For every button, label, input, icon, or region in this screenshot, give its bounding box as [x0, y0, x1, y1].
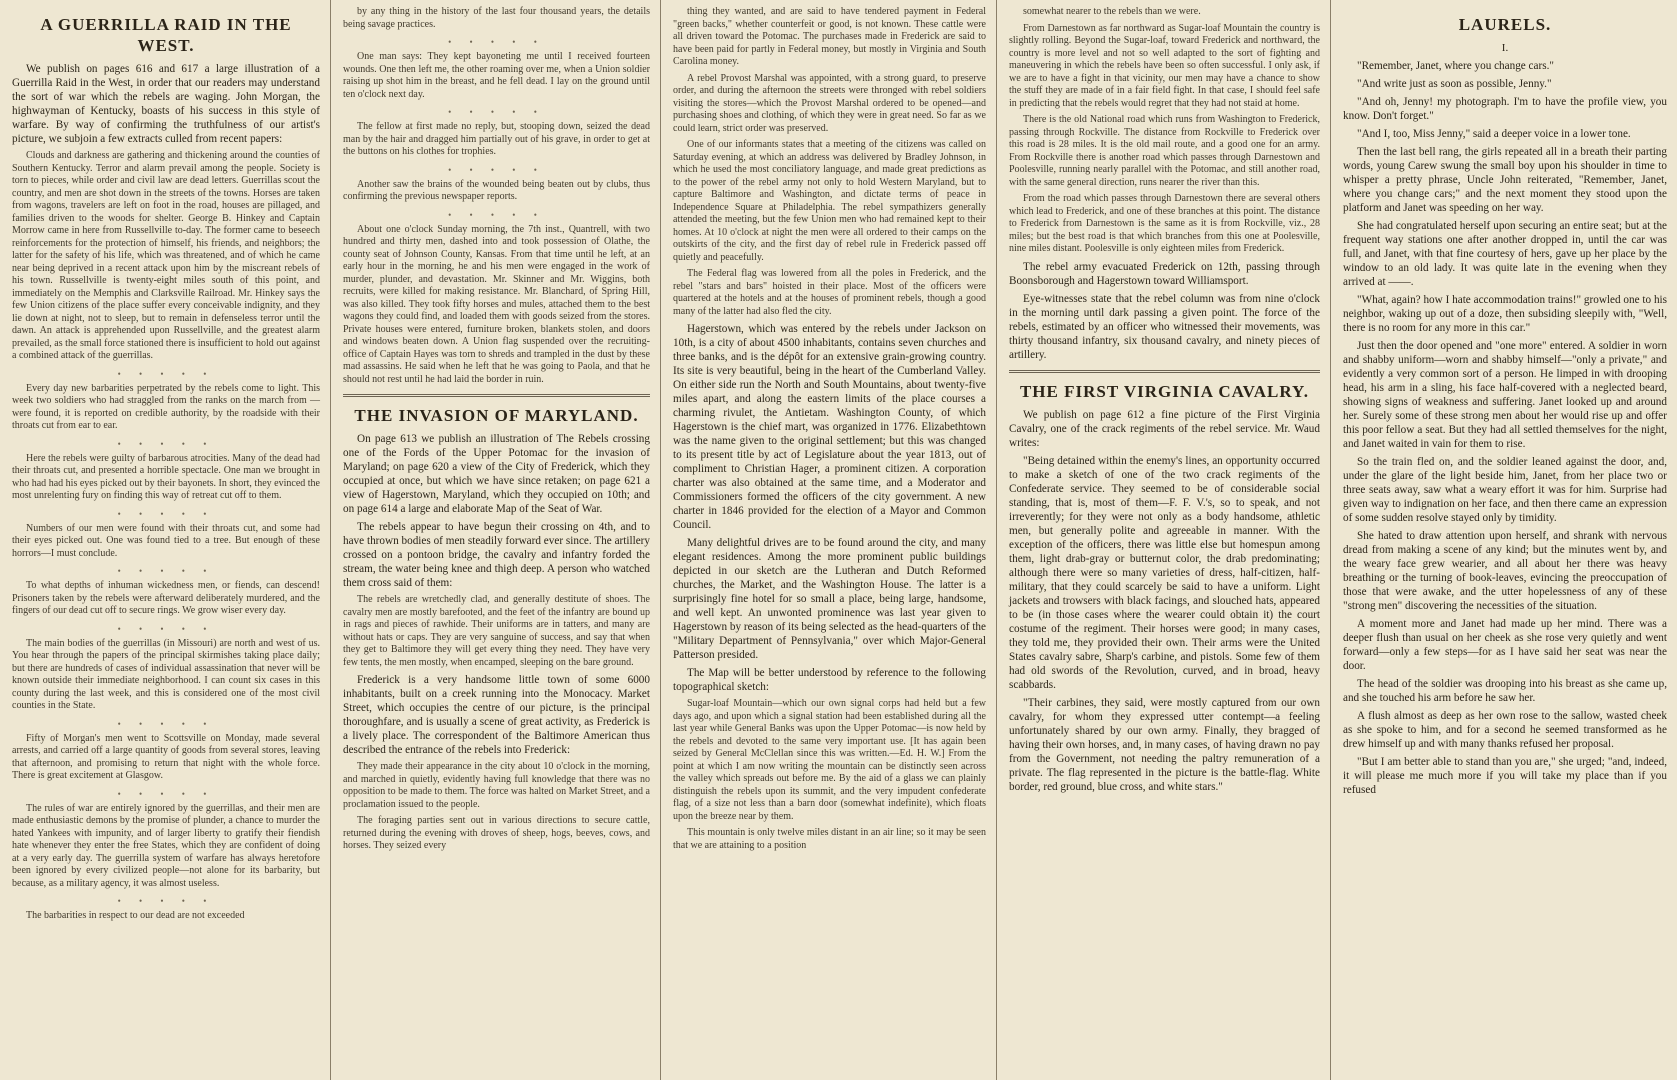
quoted-extract: This mountain is only twelve miles distant in an air line; so it may be seen that we are attaining to a position	[673, 827, 986, 851]
quoted-extract: Every day new barbarities perpetrated by the rebels come to light. This week two soldiers who had straggled from the ranks on the march from — were found, it is reported on credible authority, by the roadside with their throats cut from ear to ear.	[12, 382, 320, 431]
column-4	[996, 0, 1330, 1080]
article-paragraph: "Remember, Janet, where you change cars."	[1357, 60, 1554, 72]
article-paragraph: "And write just as soon as possible, Jenny."	[1357, 78, 1552, 90]
quoted-extract: The Federal flag was lowered from all the poles in Frederick, and the rebel "stars and bars" hoisted in their place. Most of the officers were quartered at the hotels and at the houses of prominent rebels, though a good many of the latter had also fled the city.	[673, 268, 986, 317]
extract-separator: • • • • •	[117, 623, 215, 634]
article-heading: THE FIRST VIRGINIA CAVALRY.	[1019, 381, 1310, 401]
article-paragraph: "But I am better able to stand than you are," she urged; "and, indeed, it will please me much more if you will take my place than if you refused	[1343, 756, 1667, 796]
section-divider	[343, 394, 650, 397]
quoted-extract: A rebel Provost Marshal was appointed, with a strong guard, to preserve order, and during the afternoon the streets were thronged with rebel soldiers visiting the stores—which the Provost Marshal ordered to be opened—and purchasing shoes and clothing, of which they were in great need. So far as we could learn, strict order was preserved.	[673, 72, 986, 134]
article-paragraph: We publish on page 612 a fine picture of the First Virginia Cavalry, one of the crack regiments of the rebel service. Mr. Waud writes:	[1009, 408, 1320, 449]
quoted-extract: Another saw the brains of the wounded being beaten out by clubs, thus confirming the previous newspaper reports.	[343, 178, 650, 202]
article-paragraph: The rebels appear to have begun their crossing on 4th, and to have thrown bodies of men steadily forward ever since. The artillery crossed on a pontoon bridge, the cavalry and infantry forded the stream, the water being knee and thigh deep. A person who watched them cross said of them:	[343, 521, 650, 589]
quoted-extract: From the road which passes through Darnestown there are several others which lead to Frederick, and one of these branches at this point. The distance to Frederick from Darnestown is the same as it is from Rockville, viz., 28 miles; but the best road is that which branches from this one at Poolesville, nine miles distant. Poolesville is only eighteen miles from Frederick.	[1009, 193, 1320, 254]
column-5	[1330, 0, 1677, 1080]
quoted-extract: One of our informants states that a meeting of the citizens was called on Saturday evening, at which an address was delivered by Bradley Johnson, in which he used the most conciliatory language, and made great predictions as to the power of the rebel army not only to hold Western Maryland, but to capture Baltimore and Washington, and dictate terms of peace in Independence Square at Philadelphia. The rebel sympathizers generally attended the meeting, but the few Union men who had remained kept to their homes. At 10 o'clock at night the men were all ordered to their camps on the outskirts of the city, and the first day of rebel rule in Frederick passed off quietly and peacefully.	[673, 139, 986, 263]
quoted-extract: From Darnestown as far northward as Sugar-loaf Mountain the country is slightly rolling. Beyond the Sugar-loaf, toward Frederick and northward, the country is more level and not so well adapted to the sort of fighting and maneuvering in which the rebels have been so often successful. I only ask, if we are to have a fight in that vicinity, our men may have a chance to show the stuff they are made of in a fair field fight. In that case, I should feel safe in predicting that the rebels would regret that they had not staid at home.	[1009, 22, 1320, 109]
article-paragraph: "What, again? how I hate accommodation trains!" growled one to his neighbor, waking up out of a doze, then subsiding sleepily with, "Well, there is no room for any more in this car."	[1343, 294, 1667, 334]
column-1	[0, 0, 330, 1080]
extract-separator: • • • • •	[117, 718, 215, 729]
quoted-extract: The barbarities in respect to our dead are not exceeded	[26, 910, 245, 921]
article-paragraph: On page 613 we publish an illustration of The Rebels crossing one of the Fords of the Upper Potomac for the invasion of Maryland; on page 620 a view of the City of Frederick, which they occupied at once, but which we have since retaken; on page 621 a view of Hagerstown, Maryland, which they occupied on 10th; and on page 614 a large and elaborate Map of the Seat of War.	[343, 433, 650, 515]
article-paragraph: "Being detained within the enemy's lines, an opportunity occurred to make a sketch of one of the two crack regiments of the Confederate service. They seemed to be of considerable social standing, that is, most of them—F. F. V.'s, so to speak, and not irreverently; for they were not only as a body handsome, athletic men, but generally polite and agreeable in manner. With the exception of the officers, there was little else but homespun among them, light drab-gray or butternut color, the drab predominating; although there were so many varieties of dress, half-citizen, half-military, that they could scarcely be said to have a uniform. Light jackets and trowsers with black facings, and slouched hats, appeared to be (in those cases where the wearer could obtain it) the court costume of the regiment. Their horses were good; in many cases, they told me, they provided their own. Their arms were the United States cavalry sabre, Sharp's carbine, and pistols. Some few of them had old swords of the Revolution, curved, and in broad, heavy scabbards.	[1009, 454, 1320, 691]
article-paragraph: She hated to draw attention upon herself, and shrank with nervous dread from making a scene of any kind; but the minutes went by, and the weary face grew wearier, and all about her there was heavy breathing or the turning of book-leaves, evincing the preoccupation of those that were awake, and the utter hopelessness of any of these "strong men" discovering the necessities of the situation.	[1343, 530, 1667, 612]
article-paragraph: Just then the door opened and "one more" entered. A soldier in worn and shabby uniform—worn and shabby himself—"only a private," and evidently a very common sort of a person. He limped in with drooping head, his arm in a sling, his face half-covered with a neglected beard, showing signs of weakness and suffering. Janet looked up and around her. Surely some of these strong men about her would rise up and offer this poor fellow a seat. But they had all settled themselves for the night, and Janet waited in vain for them to rise.	[1343, 340, 1667, 450]
article-paragraph: The head of the soldier was drooping into his breast as she came up, and she touched his arm before he saw her.	[1343, 678, 1667, 704]
quoted-extract: One man says: They kept bayoneting me until I received fourteen wounds. One then left me, the other roaming over me, when a Union soldier raising up shot him in the breast, and he fell dead. I lay on the ground until ten o'clock next day.	[343, 51, 650, 100]
article-heading: THE INVASION OF MARYLAND.	[354, 406, 639, 425]
extract-separator: • • • • •	[117, 788, 215, 799]
article-paragraph: She had congratulated herself upon securing an entire seat; but at the frequent way stations one after another dropped in, until the car was full, and Janet, with that fine courtesy of hers, gave up her place by the window to an old lady. It was quite late in the evening when they arrived at ——.	[1343, 220, 1667, 288]
quoted-extract: To what depths of inhuman wickedness men, or fiends, can descend! Prisoners taken by the rebels were afterward deliberately murdered, and the fingers of our dead cut off to secure rings. We grow wiser every day.	[12, 580, 320, 616]
quoted-extract: About one o'clock Sunday morning, the 7th inst., Quantrell, with two hundred and thirty men, dashed into and took possession of Olathe, the county seat of Johnson County, Kansas. From that time until he left, at an early hour in the morning, he and his men were engaged in the work of murder, plunder, and devastation. Mr. Skinner and Mr. Wiggins, both recruits, were killed for making resistance. Mr. Blanchard, of Spring Hill, was also killed. They took fifty horses and mules, attached them to the best wagons they could find, and loaded them with goods seized from the stores. Private houses were entered, furniture broken, blankets stolen, and doors and windows beaten down. A Union flag suspended over the recruiting-office of Captain Hayes was torn to shreds and trampled in the dust by these mad assassins. He said when he left that he was going to Paola, and that he should not rest until he had laid the border in ruin.	[343, 223, 650, 385]
quoted-extract: by any thing in the history of the last four thousand years, the details being savage practices.	[343, 6, 650, 30]
article-paragraph: A moment more and Janet had made up her mind. There was a deeper flush than usual on her cheek as she rose very quietly and went forward—only a few steps—for as I have said her seat was near the door.	[1343, 618, 1667, 672]
article-paragraph: A flush almost as deep as her own rose to the sallow, wasted cheek as she spoke to him, and for a second he seemed transformed as he drew himself up and with many thanks refused her proposal.	[1343, 710, 1667, 750]
column-2	[330, 0, 660, 1080]
column-3	[660, 0, 996, 1080]
extract-separator: • • • • •	[448, 37, 545, 47]
extract-separator: • • • • •	[117, 438, 215, 449]
article-paragraph: So the train fled on, and the soldier leaned against the door, and, under the glare of the light beside him, Janet, from her place two or three seats away, saw what a weary effort it was for him. Surprise had given way to indignation on her face, and then there came an expression of some sudden resolve stayed only by timidity.	[1343, 456, 1667, 524]
extract-separator: • • • • •	[448, 164, 545, 175]
extract-separator: • • • • •	[117, 508, 215, 519]
article-paragraph: Frederick is a very handsome little town of some 6000 inhabitants, built on a creek running into the Monocacy. Market Street, which occupies the centre of our picture, is the principal thoroughfare, and is usually a scene of great activity, as Frederick is a lively place. The correspondent of the Baltimore American thus described the entrance of the rebels into Frederick:	[343, 674, 650, 756]
quoted-extract: The rebels are wretchedly clad, and generally destitute of shoes. The cavalry men are mostly barefooted, and the feet of the infantry are bound up in rags and pieces of rawhide. Their uniforms are in tatters, and many are without hats or caps. They are very sanguine of success, and say that when they get to Baltimore they will get every thing they need. They have very few tents, the men mostly, when encamped, sleeping on the bare ground.	[343, 594, 650, 668]
quoted-extract: The main bodies of the guerrillas (in Missouri) are north and west of us. You hear through the papers of the principal skirmishes taking place daily; but there are hundreds of cases of individual assassination that never will be known outside their immediate neighborhood. I can count six cases in this county during the last week, and this is considered one of the most civil counties in the State.	[12, 637, 320, 711]
quoted-extract: thing they wanted, and are said to have tendered payment in Federal "green backs," whether counterfeit or good, is not known. These cattle were all driven toward the Potomac. The purchases made in Frederick are said to have been paid for partly in Federal money, but mostly in Virginia and South Carolina money.	[673, 6, 986, 67]
article-paragraph: "Their carbines, they said, were mostly captured from our own cavalry, for whom they expressed utter contempt—a feeling unfortunately shared by our own army. Finally, they bragged of having their own horses, and, in many cases, of having drawn no pay from the Government, not needing the paltry remuneration of a private. The flag represented in the picture is the battle-flag. White border, red ground, blue cross, and white stars."	[1009, 696, 1320, 793]
quoted-extract: Sugar-loaf Mountain—which our own signal corps had held but a few days ago, and upon which a signal station had been established during all the last year while General Banks was upon the Upper Potomac—is now held by the rebels and devoted to the same very important use. [It has again been seized by General McClellan since this was written.—Ed. H. W.] From the point at which I am now writing the mountain can be distinctly seen across the valley which spreads out before me. By the aid of a glass we can plainly distinguish the rebels upon its summit, and the very impudent confederate flag, of a size not less than a barn door (somewhat indefinite), which floats upon the breeze near by them.	[673, 698, 986, 822]
article-paragraph: Many delightful drives are to be found around the city, and many elegant residences. Among the more prominent public buildings depicted in our sketch are the Lutheran and Dutch Reformed churches, the Market, and the Washington House. The latter is a surprisingly fine hotel for so small a place, being large, handsome, and well kept. An unwonted prominence was last year given to Hagerstown by reason of its being selected as the head-quarters of the "Military Department of Pennsylvania," over which Major-General Patterson presided.	[673, 537, 986, 661]
quoted-extract: The fellow at first made no reply, but, stooping down, seized the dead man by the hair and dragged him partially out of his grave, in order to get at the buttons on his clothes for trophies.	[343, 121, 650, 157]
article-heading: A GUERRILLA RAID IN THE WEST.	[40, 15, 292, 55]
extract-separator: • • • • •	[117, 566, 215, 576]
quoted-extract: somewhat nearer to the rebels than we were.	[1023, 6, 1201, 17]
quoted-extract: Clouds and darkness are gathering and thickening around the counties of Southern Kentucky. Terror and alarm prevail among the people. Society is torn to pieces, while order and civil law are dead letters. Guerrillas scout the country, and men are shot down in the streets of the towns. Horses are taken from wagons, travelers are left on foot in the road, houses are pillaged, and families driven to the woods for shelter. George B. Hinkey and Captain Morrow came in here from Russellville to-day. The former came to beseech reinforcements for the protection of himself, his friends, and neighbors; the latter for the safety of his life, which was threatened, and of which he came near being deprived in a recent attack upon him by the miscreant rebels of his town. Russellville is twenty-eight miles south of this point, and immediately on the Memphis and Clarksville Railroad. Mr. Hinkey says the few Union citizens of the place suffer every conceivable indignity, and they lie down at night, not to sleep, but to remain in defenseless terror until the dawn. An attack is apprehended upon Russellville, and the greatest alarm prevailed, as the small force stationed there is insufficient to hold out against a combined attack of the guerrillas.	[12, 150, 320, 361]
article-paragraph: The rebel army evacuated Frederick on 12th, passing through Boonsborough and Hagerstown toward Williamsport.	[1009, 260, 1320, 287]
quoted-extract: Here the rebels were guilty of barbarous atrocities. Many of the dead had their throats cut, and presented a horrible spectacle. One man we brought in who had had his eyes picked out by their bayonets. In short, they evinced the most unrelenting fury on finding this way of retreat cut off to them.	[12, 452, 320, 501]
extract-separator: • • • • •	[117, 368, 215, 379]
article-paragraph: We publish on pages 616 and 617 a large illustration of a Guerrilla Raid in the West, in order that our readers may understand the sort of war which the rebels are waging. John Morgan, the highwayman of Kentucky, boasts of his success in this style of warfare. By way of confirming the truthfulness of our artist's picture, we subjoin a few extracts culled from recent papers:	[12, 63, 320, 145]
chapter-number: I.	[1501, 42, 1509, 54]
extract-separator: • • • • •	[448, 107, 545, 117]
extract-separator: • • • • •	[448, 209, 545, 220]
article-paragraph: The Map will be better understood by reference to the following topographical sketch:	[673, 667, 986, 693]
article-heading: LAURELS.	[1458, 15, 1552, 34]
article-paragraph: Hagerstown, which was entered by the rebels under Jackson on 10th, is a city of about 4500 inhabitants, contains seven churches and three banks, and is the dépôt for an extensive grain-growing country. Its site is very beautiful, being in the heart of the Cumberland Valley. On either side run the North and South Mountains, about twenty-five miles apart, and along the eastern limits of the place courses a charming rivulet, the Antietam. Washington County, of which Hagerstown is the chief mart, was organized in 1776. Elizabethtown was the name given to the original settlement; but this was changed to its present title by act of Legislature about the year 1813, out of compliment to Christian Hager, a prominent citizen. A corporation charter was also obtained at the same time, and a Moderator and Commissioners formed the officers of the city government. A new charter in 1846 provided for the election of a Mayor and Common Council.	[673, 323, 986, 531]
article-paragraph: "And I, too, Miss Jenny," said a deeper voice in a lower tone.	[1357, 128, 1631, 140]
quoted-extract: Numbers of our men were found with their throats cut, and some had their eyes picked out. One was found tied to a tree. But enough of these horrors—I must conclude.	[12, 522, 320, 559]
section-divider	[1009, 370, 1320, 373]
quoted-extract: The foraging parties sent out in various directions to secure cattle, returned during the evening with droves of sheep, hogs, beeves, cows, and horses. They seized every	[343, 815, 650, 851]
article-paragraph: Eye-witnesses state that the rebel column was from nine o'clock in the morning until dark passing a given point. The force of the rebels, estimated by an officer who witnessed their movements, was thirty thousand infantry, six thousand cavalry, and ninety pieces of artillery.	[1009, 292, 1320, 361]
quoted-extract: Fifty of Morgan's men went to Scottsville on Monday, made several arrests, and carried off a large quantity of goods from several stores, leaving that afternoon, and promising to return that night with the whole force. There is great excitement at Glasgow.	[12, 732, 320, 781]
quoted-extract: They made their appearance in the city about 10 o'clock in the morning, and marched in quietly, evidently having full knowledge that there was no opposition to be made to them. The force was halted on Market Street, and a proclamation issued to the people.	[343, 761, 650, 810]
article-paragraph: Then the last bell rang, the girls repeated all in a breath their parting words, young Carew swung the small boy upon his shoulder in time to whisper a pretty phrase, Uncle John reiterated, "Remember, Janet, where you change cars;" and the next moment they stood upon the platform and Janet was speeding on her way.	[1343, 146, 1667, 214]
quoted-extract: There is the old National road which runs from Washington to Frederick, passing through Rockville. The distance from Rockville to Frederick over this road is 28 miles. It is the old mail route, and a good one for an army. From Rockville there is another road which passes through Darnestown and Poolesville, running nearly parallel with the Potomac, and still another road, with the same general direction, runs nearer the river than this.	[1009, 114, 1320, 188]
quoted-extract: The rules of war are entirely ignored by the guerrillas, and their men are made enthusiastic demons by the promise of plunder, a chance to murder the hated Yankees with impunity, and of larger liberty to gratify their fiendish hate whenever they enter the free States, which they are confident of doing at a very early day. The guerrilla system of warfare has always heretofore been ignored by every civilized people—not alone for its barbarity, but because, as a military agency, it was almost useless.	[12, 802, 320, 889]
article-paragraph: "And oh, Jenny! my photograph. I'm to have the profile view, you know. Don't forget."	[1343, 96, 1667, 122]
extract-separator: • • • • •	[117, 896, 215, 906]
